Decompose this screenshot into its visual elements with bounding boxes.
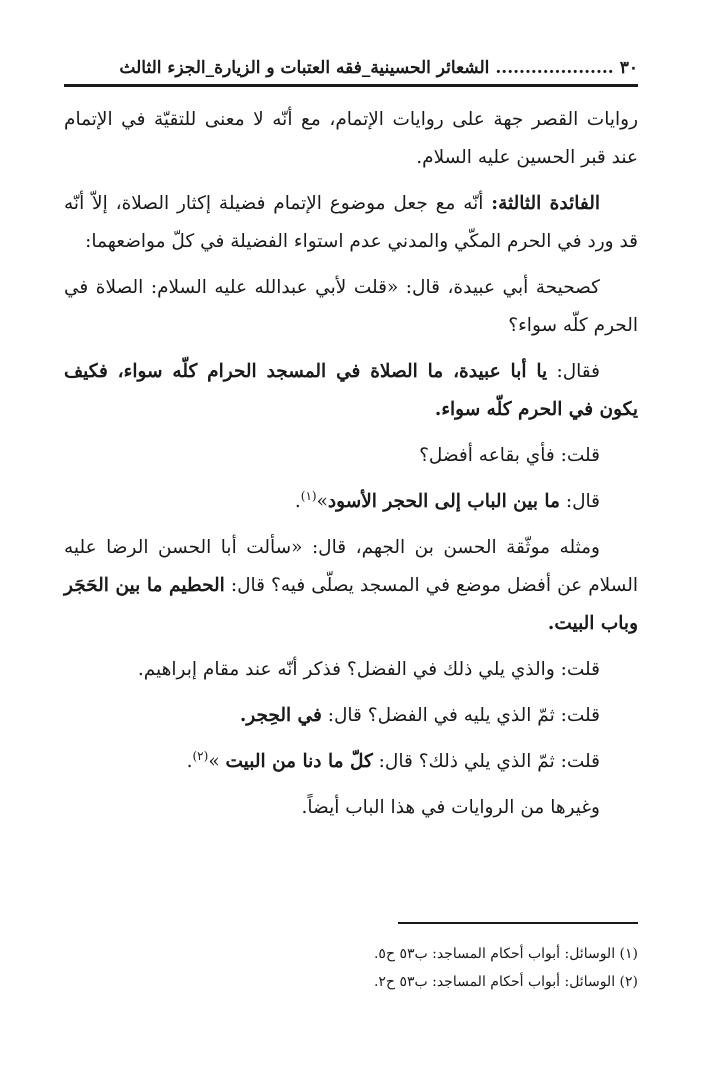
paragraph-6-dot: . xyxy=(294,491,301,512)
footnotes xyxy=(64,940,638,996)
paragraph-10 xyxy=(64,743,638,781)
paragraph-9-lead: قلت: ثمّ الذي يليه في الفضل؟ قال: xyxy=(321,705,600,726)
paragraph-4 xyxy=(64,353,638,429)
paragraph-9 xyxy=(64,697,638,735)
page-number: ٣٠ xyxy=(619,58,638,78)
paragraph-8-text: قلت: والذي يلي ذلك في الفضل؟ فذكر أنّه عند مقام إبراهيم. xyxy=(137,659,600,680)
paragraph-11-text: وغيرها من الروايات في هذا الباب أيضاً. xyxy=(301,797,600,818)
paragraph-5-text: قلت: فأي بقاعه أفضل؟ xyxy=(419,445,600,466)
footnote-ref-1[interactable]: (١) xyxy=(300,488,317,503)
paragraph-5 xyxy=(64,437,638,475)
header-title: الشعائر الحسينية_فقه العتبات و الزيارة_الجزء الثالث xyxy=(119,58,490,78)
paragraph-2-text: أنّه مع جعل موضوع الإتمام فضيلة إكثار الصلاة، إلاّ أنّه قد ورد في الحرم المكّي والمدني عدم استواء الفضيلة في كلّ مواضعهما: xyxy=(64,193,638,252)
paragraph-7-lead: ومثله موثّقة الحسن بن الجهم، قال: «سألت أبا الحسن الرضا عليه السلام عن أفضل موضع في المسجد يصلّى فيه؟ قال: xyxy=(64,537,638,596)
footnote-2: (٢) الوسائل: أبواب أحكام المساجد: ب٥٣ ح٢. xyxy=(373,974,638,990)
paragraph-1-text: روايات القصر جهة على روايات الإتمام، مع أنّه لا معنى للتقيّة في الإتمام عند قبر الحسين عليه السلام. xyxy=(64,109,638,168)
paragraph-4-quote: يا أبا عبيدة، ما الصلاة في المسجد الحرام كلّه سواء، فكيف يكون في الحرم كلّه سواء. xyxy=(64,361,638,420)
paragraph-3 xyxy=(64,269,638,345)
footnote-1: (١) الوسائل: أبواب أحكام المساجد: ب٥٣ ح٥. xyxy=(373,946,638,962)
page-body xyxy=(64,101,638,827)
footnote-ref-2[interactable]: (٢) xyxy=(192,748,209,763)
paragraph-8 xyxy=(64,651,638,689)
paragraph-10-dot: . xyxy=(186,751,193,772)
header-dots: .................... xyxy=(495,58,614,78)
paragraph-4-lead: فقال: xyxy=(547,361,600,382)
third-benefit-heading: الفائدة الثالثة: xyxy=(491,193,600,214)
paragraph-2 xyxy=(64,185,638,261)
paragraph-6-lead: قال: xyxy=(559,491,600,512)
paragraph-6 xyxy=(64,483,638,521)
paragraph-7-quote: الحطيم ما بين الحَجَر وباب البيت. xyxy=(64,575,638,634)
footnote-divider xyxy=(398,922,638,924)
paragraph-10-close: » xyxy=(208,751,226,772)
paragraph-10-lead: قلت: ثمّ الذي يلي ذلك؟ قال: xyxy=(372,751,600,772)
paragraph-10-quote: كلّ ما دنا من البيت xyxy=(225,751,373,772)
paragraph-9-quote: في الحِجر. xyxy=(239,705,322,726)
paragraph-1 xyxy=(64,101,638,177)
paragraph-6-quote: ما بين الباب إلى الحجر الأسود xyxy=(327,491,560,512)
running-header xyxy=(64,58,638,87)
paragraph-7 xyxy=(64,529,638,643)
paragraph-11 xyxy=(64,789,638,827)
paragraph-6-close: » xyxy=(316,491,328,512)
paragraph-3-text: كصحيحة أبي عبيدة، قال: «قلت لأبي عبدالله عليه السلام: الصلاة في الحرم كلّه سواء؟ xyxy=(64,277,638,336)
